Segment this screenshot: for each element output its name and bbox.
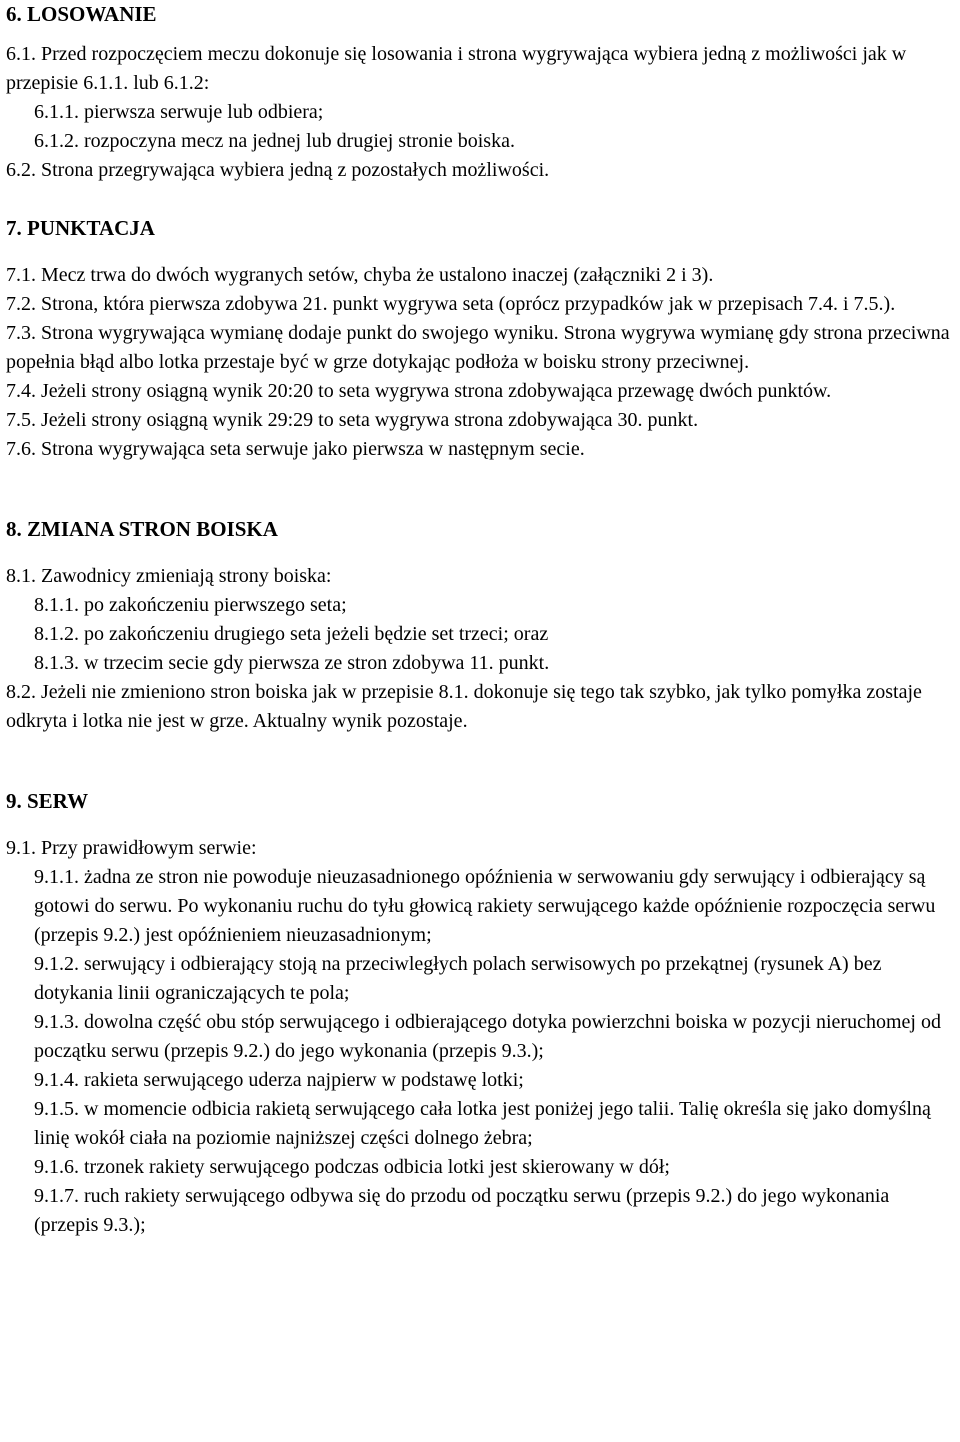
rule-8-1-2: 8.1.2. po zakończeniu drugiego seta jeżeli będzie set trzeci; oraz xyxy=(34,623,549,645)
rule-9-1-4: 9.1.4. rakieta serwującego uderza najpierw w podstawę lotki; xyxy=(34,1069,524,1091)
rule-7-6: 7.6. Strona wygrywająca seta serwuje jako pierwsza w następnym secie. xyxy=(6,438,585,460)
rule-7-1: 7.1. Mecz trwa do dwóch wygranych setów, chyba że ustalono inaczej (załączniki 2 i 3). xyxy=(6,264,714,286)
rule-6-1-2: 6.1.2. rozpoczyna mecz na jednej lub drugiej stronie boiska. xyxy=(34,130,515,152)
section-serw xyxy=(6,787,954,1240)
rule-9-1-7: 9.1.7. ruch rakiety serwującego odbywa się do przodu od początku serwu (przepis 9.2.) do jego wykonania (przepis 9.3.); xyxy=(34,1185,890,1236)
rule-9-1-6: 9.1.6. trzonek rakiety serwującego podczas odbicia lotki jest skierowany w dół; xyxy=(34,1156,670,1178)
section-punktacja xyxy=(6,214,954,464)
rule-7-4: 7.4. Jeżeli strony osiągną wynik 20:20 to seta wygrywa strona zdobywająca przewagę dwóch punktów. xyxy=(6,380,832,402)
rule-9-1-2: 9.1.2. serwujący i odbierający stoją na przeciwległych polach serwisowych po przekątnej (rysunek A) bez dotykania linii ograniczających te pola; xyxy=(34,953,882,1004)
rule-6-1: 6.1. Przed rozpoczęciem meczu dokonuje się losowania i strona wygrywająca wybiera jedną z możliwości jak w przepisie 6.1.1. lub 6.1.2: xyxy=(6,43,907,94)
section-heading: 8. ZMIANA STRON BOISKA xyxy=(6,517,278,541)
rule-6-1-1: 6.1.1. pierwsza serwuje lub odbiera; xyxy=(34,101,324,123)
section-heading: 6. LOSOWANIE xyxy=(6,2,157,26)
rule-7-5: 7.5. Jeżeli strony osiągną wynik 29:29 to seta wygrywa strona zdobywająca 30. punkt. xyxy=(6,409,699,431)
rule-7-2: 7.2. Strona, która pierwsza zdobywa 21. punkt wygrywa seta (oprócz przypadków jak w przepisach 7.4. i 7.5.). xyxy=(6,293,896,315)
rule-9-1: 9.1. Przy prawidłowym serwie: xyxy=(6,837,257,859)
section-losowanie xyxy=(6,0,954,185)
rule-7-3: 7.3. Strona wygrywająca wymianę dodaje punkt do swojego wyniku. Strona wygrywa wymianę gdy strona przeciwna popełnia błąd albo lotka przestaje być w grze dotykając podłoża w boisku strony przeciwnej. xyxy=(6,322,950,373)
rule-8-1: 8.1. Zawodnicy zmieniają strony boiska: xyxy=(6,565,332,587)
rule-8-1-3: 8.1.3. w trzecim secie gdy pierwsza ze stron zdobywa 11. punkt. xyxy=(34,652,550,674)
rule-6-2: 6.2. Strona przegrywająca wybiera jedną z pozostałych możliwości. xyxy=(6,159,550,181)
rule-9-1-1: 9.1.1. żadna ze stron nie powoduje nieuzasadnionego opóźnienia w serwowaniu gdy serwujący i odbierający są gotowi do serwu. Po wykonaniu ruchu do tyłu głowicą rakiety serwującego każde opóźnienie rozpoczęcia serwu (przepis 9.2.) jest opóźnieniem nieuzasadnionym; xyxy=(34,866,936,946)
section-heading: 7. PUNKTACJA xyxy=(6,216,155,240)
rule-8-1-1: 8.1.1. po zakończeniu pierwszego seta; xyxy=(34,594,347,616)
rule-8-2: 8.2. Jeżeli nie zmieniono stron boiska jak w przepisie 8.1. dokonuje się tego tak szybko, jak tylko pomyłka zostaje odkryta i lotka nie jest w grze. Aktualny wynik pozostaje. xyxy=(6,681,922,732)
section-heading: 9. SERW xyxy=(6,789,89,813)
rule-9-1-5: 9.1.5. w momencie odbicia rakietą serwującego cała lotka jest poniżej jego talii. Talię określa się jako domyślną linię wokół ciała na poziomie najniższej części dolnego żebra; xyxy=(34,1098,931,1149)
rule-9-1-3: 9.1.3. dowolna część obu stóp serwującego i odbierającego dotyka powierzchni boiska w pozycji nieruchomej od początku serwu (przepis 9.2.) do jego wykonania (przepis 9.3.); xyxy=(34,1011,941,1062)
section-zmiana-stron xyxy=(6,515,954,736)
